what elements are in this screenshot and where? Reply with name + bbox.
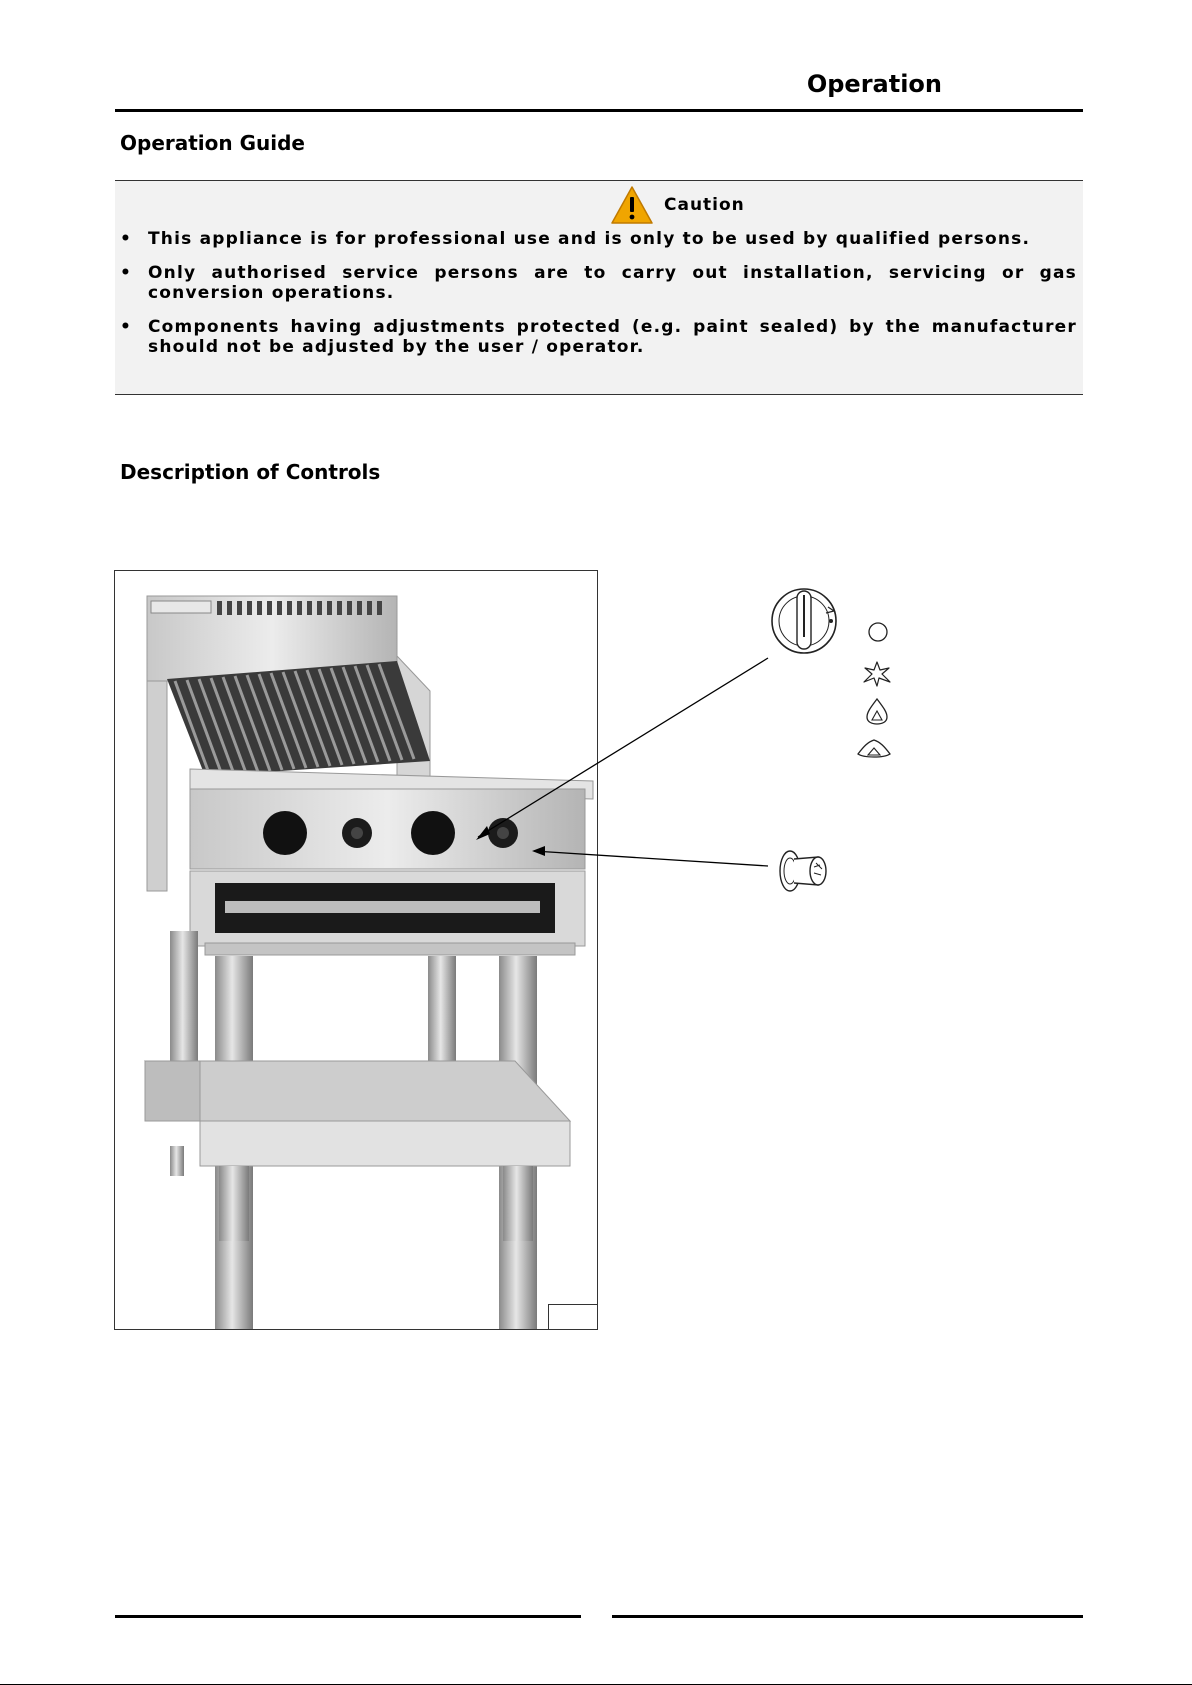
bullet-icon: • bbox=[120, 263, 133, 283]
caution-item-text: This appliance is for professional use and is only to be used by qualified persons. bbox=[148, 229, 1031, 249]
piezo-igniter-button-icon bbox=[776, 845, 836, 897]
bullet-icon: • bbox=[120, 229, 133, 249]
footer-divider-right bbox=[612, 1615, 1083, 1618]
igniter-leader-line bbox=[534, 851, 768, 866]
off-symbol-icon bbox=[866, 620, 890, 644]
caution-item-text: Only authorised service persons are to carry out installation, servicing or gas conversion operations. bbox=[148, 263, 1077, 303]
caution-item-text: Components having adjustments protected (e.g. paint sealed) by the manufacturer should not be adjusted by the user / operator. bbox=[148, 317, 1077, 357]
footer-divider-left bbox=[115, 1615, 581, 1618]
control-knob-icon bbox=[768, 585, 840, 657]
knob-leader-line bbox=[478, 658, 768, 837]
high-flame-icon bbox=[864, 697, 890, 725]
description-of-controls-heading: Description of Controls bbox=[120, 460, 381, 484]
ignition-spark-icon bbox=[861, 660, 893, 688]
operation-guide-heading: Operation Guide bbox=[120, 131, 305, 155]
bullet-icon: • bbox=[120, 317, 133, 337]
low-flame-icon bbox=[856, 738, 892, 760]
caution-label: Caution bbox=[664, 195, 745, 215]
page-title: Operation bbox=[806, 70, 942, 98]
